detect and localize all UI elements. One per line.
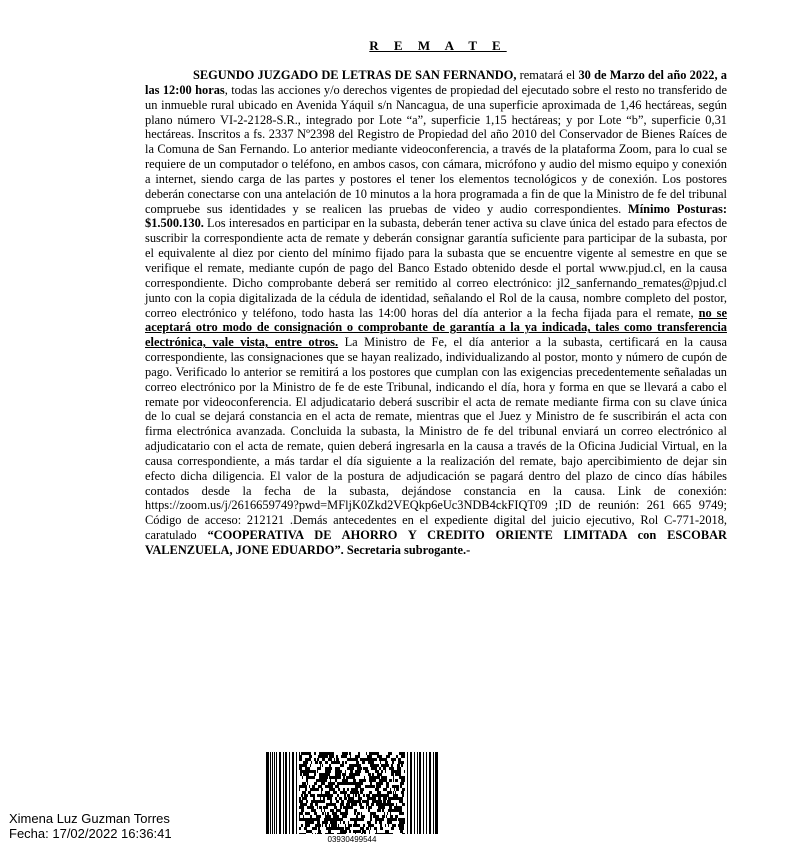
auction-date: 30 de Marzo del año 2022, a las 12:00 horas	[145, 68, 727, 97]
text-segment-4: La Ministro de Fe, el día anterior a la subasta, certificará en la causa correspondiente, las consignaciones que se hayan realizado, individualizando al postor, monto y número de cupón de pago. Verificado lo anterior se remitirá a los postores que cumplan con las exigencias precedentemente señaladas un correo electrónico por la Ministro de fe de este Tribunal, indicando el día, hora y forma en que se llevará a cabo el remate por videoconferencia. El adjudicatario deberá suscribir el acta de remate mediante firma con su clave única de lo cual se dejará constancia en el acta de remate, mientras que el Juez y Ministro de fe suscribirán el acta con firma electrónica avanzada. Concluida la subasta, la Ministro de fe del tribunal enviará un correo electrónico al adjudicatario con el acta de remate, quien deberá ingresarla en la causa a través de la Oficina Judicial Virtual, en la causa correspondiente, a más tardar el día siguiente a la realización del remate, bajo apercibimiento de dejar sin efecto dicha diligencia. El valor de la postura de adjudicación se pagará dentro del plazo de cinco días hábiles contados desde la fecha de la subasta, dejándose constancia en la causa. Link de conexión: https://zoom.us/j/2616659749?pwd=MFljK0Zkd2VEQkp6eUc3NDB4ckFIQT09 ;ID de reunión: 261 665 9749; Código de acceso: 212121 .Demás antecedentes en el expediente digital del juicio ejecutivo, Rol C-771-2018, caratulado	[145, 335, 728, 543]
document-title: R E M A T E	[369, 38, 507, 53]
court-name: SEGUNDO JUZGADO DE LETRAS DE SAN FERNANDO,	[193, 68, 517, 82]
text-segment-2: , todas las acciones y/o derechos vigentes de propiedad del ejecutado sobre el resto no transferido de un inmueble rural ubicado en Avenida Yáquil s/n Nancagua, de una superficie aproximada de 1,46 hectáreas, según plano número VI-2-2128-S.R., integrado por Lote “a”, superficie 1,15 hectáreas; y por Lote “b”, superficie 0,31 hectáreas. Inscritos a fs. 2337 Nº2398 del Registro de Propiedad del año 2010 del Conservador de Bienes Raíces de la Comuna de San Fernando. Lo anterior mediante videoconferencia, a través de la plataforma Zoom, para lo cual se requiere de un computador o teléfono, en ambos casos, con cámara, micrófono y audio del mismo equipo y conexión a internet, siendo carga de las partes y postores el tener los elementos tecnológicos y de conexión. Los postores deberán conectarse con una antelación de 10 minutos a la hora programada a fin de que la Ministro de fe del tribunal compruebe sus identidades y se realicen las pruebas de video y audio correspondientes.	[145, 82, 727, 216]
signature-block	[9, 811, 172, 841]
body-paragraph	[145, 68, 727, 558]
barcode-number: 03930499544	[327, 835, 377, 844]
payment-warning: no se aceptará otro modo de consignación o comprobante de garantía a la ya indicada, tales como transferencia electrónica, vale vista, entre otros.	[145, 305, 727, 350]
text-segment-1: rematará el	[516, 68, 579, 82]
minimum-bid: Mínimo Posturas: $1.500.130.	[145, 201, 727, 231]
signer-name: Ximena Luz Guzman Torres	[9, 811, 170, 826]
text-segment-3: Los interesados en participar en la subasta, deberán tener activa su clave única del estado para efectos de suscribir la correspondiente acta de remate y deberán consignar garantía suficiente para participar de la subasta, por el equivalente al diez por ciento del mínimo fijado para la subasta que se encuentre vigente al semestre en que se verifique el remate, mediante cupón de pago del Banco Estado obtenido desde el portal www.pjud.cl, en la causa correspondiente. Dicho comprobante deberá ser remitido al correo electrónico: jl2_sanfernando_remates@pjud.cl junto con la copia digitalizada de la cédula de identidad, señalando el Rol de la causa, nombre completo del postor, correo electrónico y teléfono, todo hasta las 14:00 horas del día anterior a la fecha fijada para el remate,	[145, 216, 727, 320]
barcode	[266, 752, 438, 847]
case-caption: “COOPERATIVA DE AHORRO Y CREDITO ORIENTE LIMITADA con ESCOBAR VALENZUELA, JONE EDUARDO”. Secretaria subrogante.-	[145, 528, 727, 557]
signature-date: Fecha: 17/02/2022 16:36:41	[9, 826, 172, 841]
barcode-icon	[266, 752, 438, 834]
